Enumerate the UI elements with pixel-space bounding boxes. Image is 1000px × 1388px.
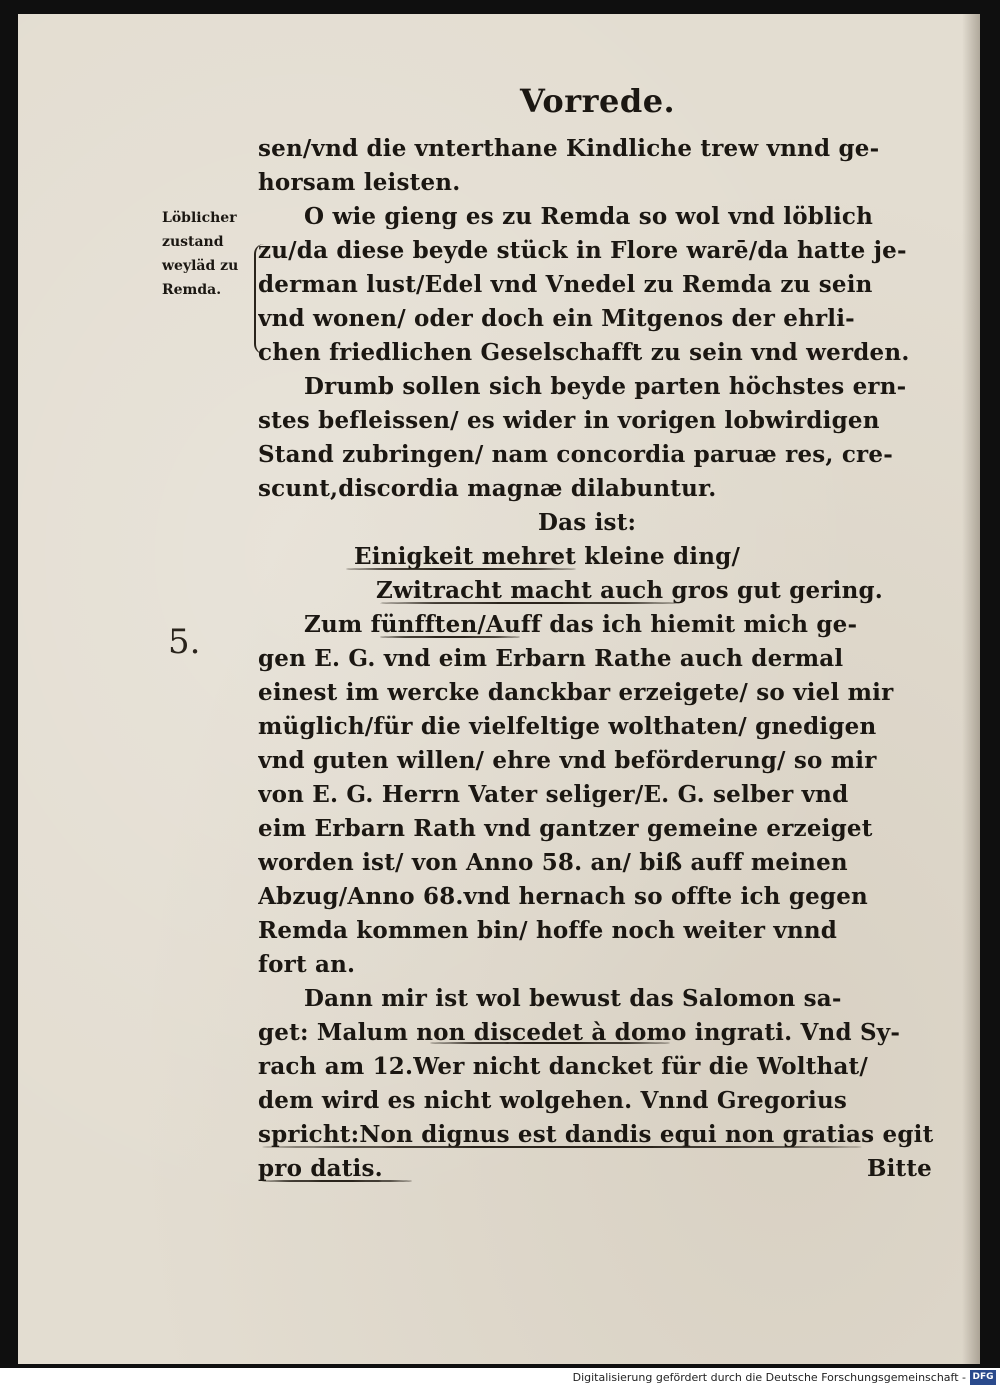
text-line: stes befleissen/ es wider in vorigen lobwirdigen	[258, 407, 880, 434]
handwritten-mark: 5.	[168, 622, 201, 662]
footer-credit: Digitalisierung gefördert durch die Deutsche Forschungsgemeinschaft -	[572, 1371, 966, 1384]
text-line: zu/da diese beyde stück in Flore warē/da hatte je-	[258, 237, 907, 264]
text-line: müglich/für die vielfeltige wolthaten/ gnedigen	[258, 713, 877, 740]
handwritten-underline	[430, 1042, 670, 1044]
margin-note-line: zustand	[162, 234, 224, 250]
text-line: eim Erbarn Rath vnd gantzer gemeine erzeiget	[258, 815, 873, 842]
handwritten-underline	[380, 602, 680, 604]
text-line: Stand zubringen/ nam concordia paruæ res, cre-	[258, 441, 893, 468]
text-line: O wie gieng es zu Remda so wol vnd löblich	[304, 203, 874, 230]
text-line: Drumb sollen sich beyde parten höchstes ern-	[304, 373, 907, 400]
text-line: get: Malum non discedet à domo ingrati. Vnd Sy-	[258, 1019, 901, 1046]
text-line: Abzug/Anno 68.vnd hernach so offte ich gegen	[258, 883, 868, 910]
text-line: vnd wonen/ oder doch ein Mitgenos der ehrli-	[258, 305, 855, 332]
catchword: Bitte	[866, 1155, 932, 1182]
text-line: Zwitracht macht auch gros gut gering.	[376, 577, 883, 604]
text-line: gen E. G. vnd eim Erbarn Rathe auch dermal	[258, 645, 844, 672]
text-line: pro datis.	[258, 1155, 383, 1182]
handwritten-underline	[262, 1180, 412, 1182]
page-edge-shadow	[962, 14, 980, 1364]
text-line: Das ist:	[538, 509, 637, 536]
text-line: horsam leisten.	[258, 169, 461, 196]
page-header: Vorrede.	[520, 82, 676, 120]
text-line: derman lust/Edel vnd Vnedel zu Remda zu sein	[258, 271, 873, 298]
handwritten-underline	[346, 568, 576, 570]
text-line: Dann mir ist wol bewust das Salomon sa-	[304, 985, 842, 1012]
dfg-logo: DFG	[970, 1370, 996, 1385]
text-line: Remda kommen bin/ hoffe noch weiter vnnd	[258, 917, 838, 944]
text-line: Zum fünfften/Auff das ich hiemit mich ge-	[304, 611, 858, 638]
text-line: sen/vnd die vnterthane Kindliche trew vnnd ge-	[258, 135, 880, 162]
text-line: fort an.	[258, 951, 356, 978]
text-line: dem wird es nicht wolgehen. Vnnd Gregorius	[258, 1087, 848, 1114]
footer-bar	[0, 1368, 1000, 1388]
body-text	[258, 132, 948, 1186]
text-line: vnd guten willen/ ehre vnd beförderung/ so mir	[258, 747, 877, 774]
text-line: rach am 12.Wer nicht dancket für die Wolthat/	[258, 1053, 868, 1080]
text-line: worden ist/ von Anno 58. an/ biß auff meinen	[258, 849, 848, 876]
text-line: einest im wercke danckbar erzeigete/ so viel mir	[258, 679, 894, 706]
margin-note-line: Remda.	[162, 282, 222, 298]
text-line: von E. G. Herrn Vater seliger/E. G. selber vnd	[258, 781, 849, 808]
margin-note	[162, 206, 258, 302]
margin-note-line: Löblicher	[162, 210, 237, 226]
handwritten-underline	[262, 1146, 862, 1148]
text-line: scunt,discordia magnæ dilabuntur.	[258, 475, 717, 502]
text-line: spricht:Non dignus est dandis equi non gratias egit	[258, 1121, 934, 1148]
text-line: chen friedlichen Geselschafft zu sein vnd werden.	[258, 339, 910, 366]
margin-note-line: weyläd zu	[162, 258, 239, 274]
text-line: Einigkeit mehret kleine ding/	[354, 543, 741, 570]
handwritten-underline	[380, 636, 520, 638]
